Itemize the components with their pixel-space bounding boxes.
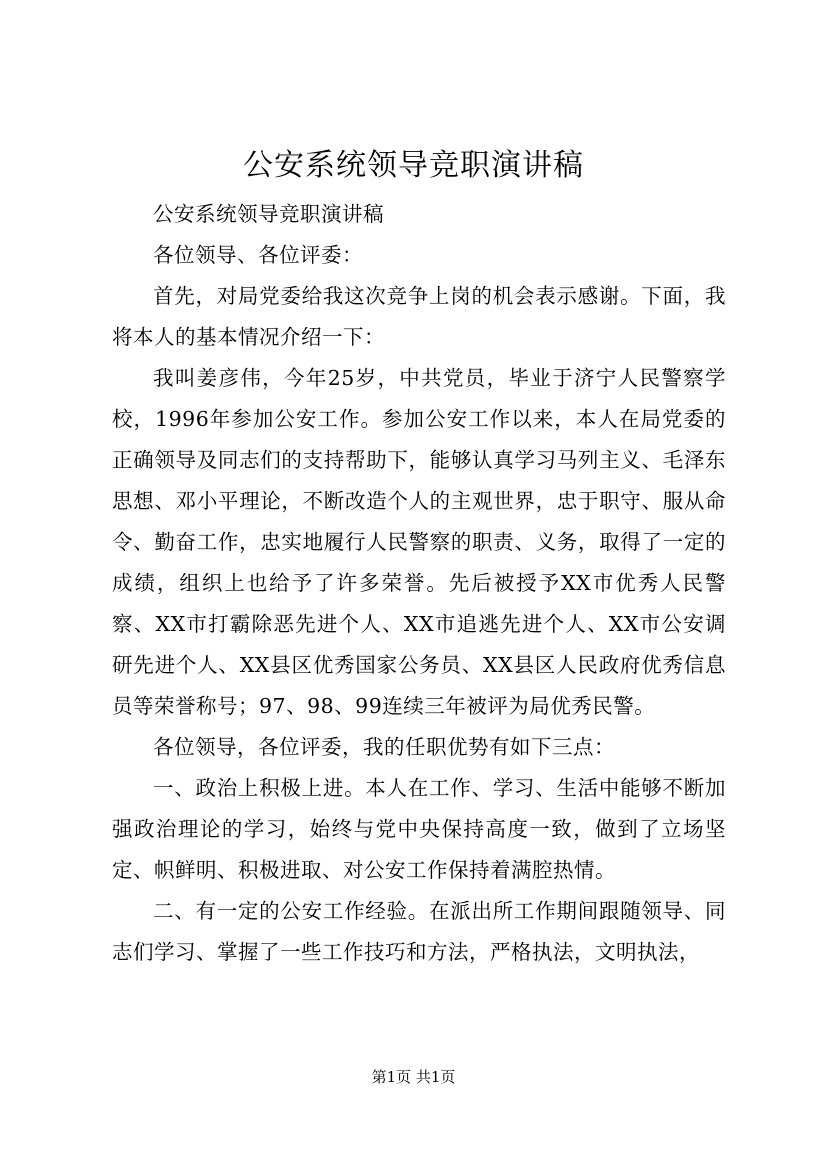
paragraph-advantage-two: 二、有一定的公安工作经验。在派出所工作期间跟随领导、同志们学习、掌握了一些工作技巧和方法，严格执法，文明执法， xyxy=(112,899,726,964)
document-body xyxy=(112,194,726,973)
paragraph-background: 我叫姜彦伟，今年25岁，中共党员，毕业于济宁人民警察学校，1996年参加公安工作。参加公安工作以来，本人在局党委的正确领导及同志们的支持帮助下，能够认真学习马列主义、毛泽东思想、邓小平理论，不断改造个人的主观世界，忠于职守、服从命令、勤奋工作，忠实地履行人民警察的职责、义务，取得了一定的成绩，组织上也给予了许多荣誉。先后被授予XX市优秀人民警察、XX市打霸除恶先进个人、XX市追逃先进个人、XX市公安调研先进个人、XX县区优秀国家公务员、XX县区人民政府优秀信息员等荣誉称号；97、98、99连续三年被评为局优秀民警。 xyxy=(112,366,726,718)
paragraph-subtitle: 公安系统领导竞职演讲稿 xyxy=(153,202,384,226)
paragraph-intro: 首先，对局党委给我这次竞争上岗的机会表示感谢。下面，我将本人的基本情况介绍一下： xyxy=(112,284,726,349)
document-title: 公安系统领导竞职演讲稿 xyxy=(243,148,584,183)
paragraph-salutation: 各位领导、各位评委： xyxy=(153,243,363,267)
page-number-footer: 第1页 共1页 xyxy=(371,1068,456,1086)
paragraph-advantage-one: 一、政治上积极上进。本人在工作、学习、生活中能够不断加强政治理论的学习，始终与党中央保持高度一致，做到了立场坚定、帜鲜明、积极进取、对公安工作保持着满腔热情。 xyxy=(112,776,726,882)
paragraph-advantages-intro: 各位领导，各位评委，我的任职优势有如下三点： xyxy=(153,735,615,759)
